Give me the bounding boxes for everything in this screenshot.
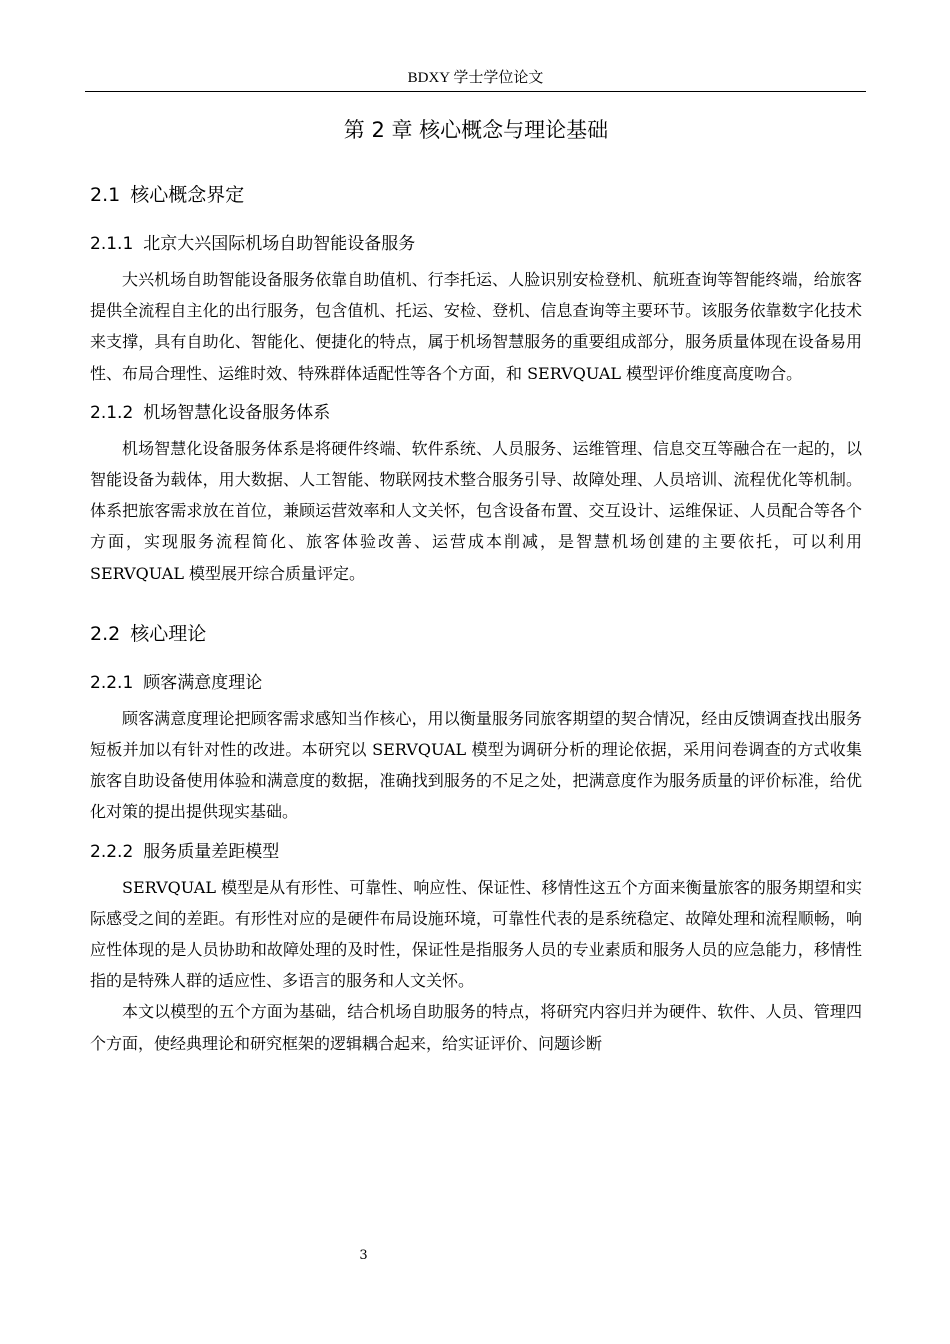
subsection-title: 北京大兴国际机场自助智能设备服务 bbox=[143, 234, 416, 254]
section-title: 核心概念界定 bbox=[130, 184, 245, 206]
subsection-number: 2.1.1 bbox=[90, 234, 134, 254]
subsection-heading-2-1-1 bbox=[90, 229, 862, 254]
subsection-number: 2.2.1 bbox=[90, 672, 134, 693]
subsection-heading-2-1-2 bbox=[90, 398, 862, 423]
paragraph: SERVQUAL 模型是从有形性、可靠性、响应性、保证性、移情性这五个方面来衡量旅客的服务期望和实际感受之间的差距。有形性对应的是硬件布局设施环境，可靠性代表的是系统稳定、故障处理和流程顺畅，响应性体现的是人员协助和故障处理的及时性，保证性是指服务人员的专业素质和服务人员的应急能力，移情性指的是特殊人群的适应性、多语言的服务和人文关怀。 bbox=[90, 877, 862, 991]
page-body bbox=[90, 114, 862, 1059]
subsection-title: 顾客满意度理论 bbox=[143, 672, 263, 693]
paragraph: 顾客满意度理论把顾客需求感知当作核心，用以衡量服务同旅客期望的契合情况，经由反馈调查找出服务短板并加以有针对性的改进。本研究以 SERVQUAL 模型为调研分析的理论依据，采用问卷调查的方式收集旅客自助设备使用体验和满意度的数据，准确找到服务的不足之处，把满意度作为服务质量的评价标准，给优化对策的提出提供现实基础。 bbox=[90, 708, 862, 822]
section-heading-2-2 bbox=[90, 619, 862, 646]
section-title: 核心理论 bbox=[130, 622, 207, 645]
chapter-title: 第 2 章 核心概念与理论基础 bbox=[343, 118, 609, 142]
section-number: 2.1 bbox=[90, 184, 121, 206]
subsection-number: 2.1.2 bbox=[90, 402, 134, 423]
page-number: 3 bbox=[359, 1248, 368, 1263]
section-heading-2-1 bbox=[90, 180, 862, 207]
header-rule bbox=[85, 91, 866, 92]
running-header: BDXY 学士学位论文 bbox=[407, 70, 544, 86]
subsection-number: 2.2.2 bbox=[90, 841, 134, 862]
paragraph: 大兴机场自助智能设备服务依靠自助值机、行李托运、人脸识别安检登机、航班查询等智能终端，给旅客提供全流程自主化的出行服务，包含值机、托运、安检、登机、信息查询等主要环节。该服务依靠数字化技术来支撑，具有自助化、智能化、便捷化的特点，属于机场智慧服务的重要组成部分，服务质量体现在设备易用性、布局合理性、运维时效、特殊群体适配性等各个方面，和 SERVQUAL 模型评价维度高度吻合。 bbox=[90, 270, 862, 383]
subsection-title: 机场智慧化设备服务体系 bbox=[143, 402, 331, 423]
paragraph: 机场智慧化设备服务体系是将硬件终端、软件系统、人员服务、运维管理、信息交互等融合在一起的，以智能设备为载体，用大数据、人工智能、物联网技术整合服务引导、故障处理、人员培训、流程优化等机制。体系把旅客需求放在首位，兼顾运营效率和人文关怀，包含设备布置、交互设计、运维保证、人员配合等各个方面，实现服务流程简化、旅客体验改善、运营成本削减，是智慧机场创建的主要依托，可以利用 SERVQUAL 模型展开综合质量评定。 bbox=[90, 438, 862, 583]
paragraph: 本文以模型的五个方面为基础，结合机场自助服务的特点，将研究内容归并为硬件、软件、人员、管理四个方面，使经典理论和研究框架的逻辑耦合起来，给实证评价、问题诊断 bbox=[90, 1002, 862, 1053]
subsection-heading-2-2-2 bbox=[90, 837, 862, 862]
section-number: 2.2 bbox=[90, 622, 121, 645]
subsection-title: 服务质量差距模型 bbox=[143, 841, 280, 862]
subsection-heading-2-2-1 bbox=[90, 668, 862, 693]
